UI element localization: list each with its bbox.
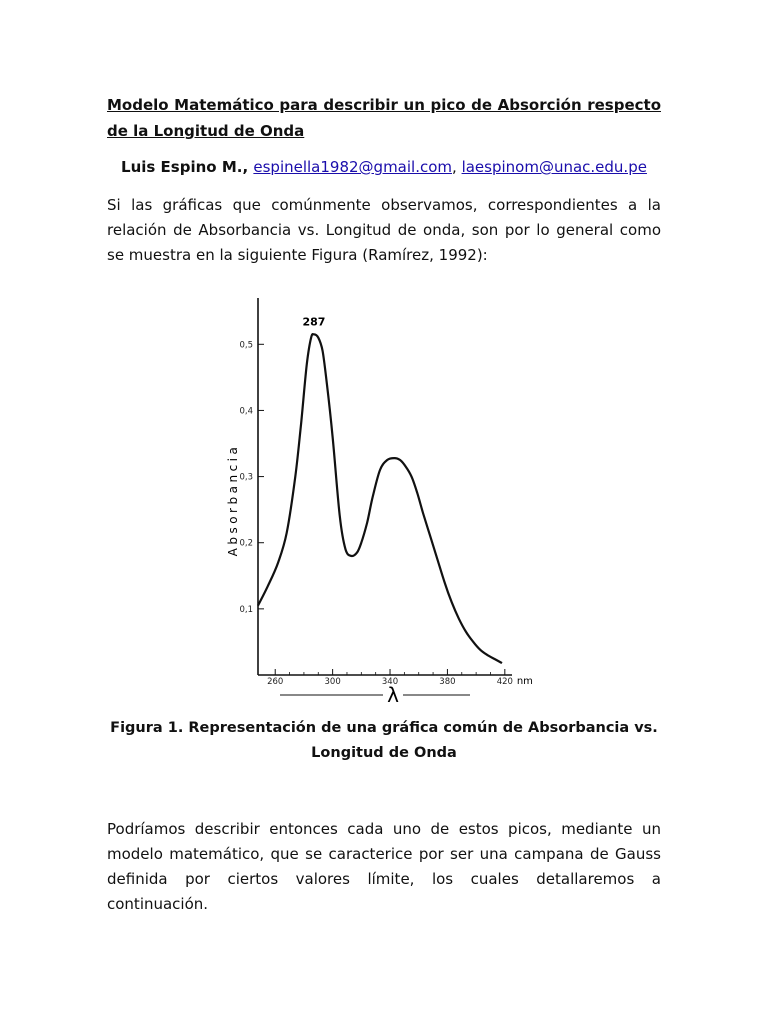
x-tick-label: 340 xyxy=(381,677,399,687)
closing-paragraph: Podríamos describir entonces cada uno de estos picos, mediante un modelo matemático, que se caracterice por ser una campana de Gauss definida por ciertos valores límite, los cuales detallaremos a continuación. xyxy=(107,820,661,913)
absorbance-chart xyxy=(220,290,550,710)
y-tick-label: 0,3 xyxy=(239,472,253,483)
peak-annotation: 287 xyxy=(302,315,326,329)
figure-1 xyxy=(220,290,550,710)
email-link-1[interactable]: espinella1982@gmail.com xyxy=(253,158,453,176)
x-tick-label: 300 xyxy=(324,677,341,687)
y-axis-label: Absorbancia xyxy=(226,443,240,557)
author-name: Luis Espino M., xyxy=(121,158,254,176)
x-axis-unit: nm xyxy=(516,676,533,687)
x-tick-label: 420 xyxy=(496,677,513,687)
y-tick-label: 0,4 xyxy=(239,406,253,417)
intro-paragraph: Si las gráficas que comúnmente observamos, correspondientes a la relación de Absorbancia vs. Longitud de onda, son por lo general como se muestra en la siguiente Figura (Ramírez, 1992): xyxy=(107,196,661,264)
x-tick-label: 380 xyxy=(439,677,456,687)
figure-caption: Figura 1. Representación de una gráfica común de Absorbancia vs. Longitud de Onda xyxy=(110,720,658,761)
absorbance-series-line xyxy=(258,334,502,663)
y-tick-label: 0,1 xyxy=(239,604,253,615)
document-title: Modelo Matemático para describir un pico de Absorción respecto de la Longitud de Onda xyxy=(107,96,661,140)
author-separator: , xyxy=(452,158,462,176)
y-tick-label: 0,5 xyxy=(239,340,253,351)
x-tick-label: 260 xyxy=(267,677,284,687)
x-axis-label: λ xyxy=(387,683,399,707)
author-line xyxy=(107,154,661,180)
y-tick-label: 0,2 xyxy=(239,538,253,549)
email-link-2[interactable]: laespinom@unac.edu.pe xyxy=(461,158,647,176)
